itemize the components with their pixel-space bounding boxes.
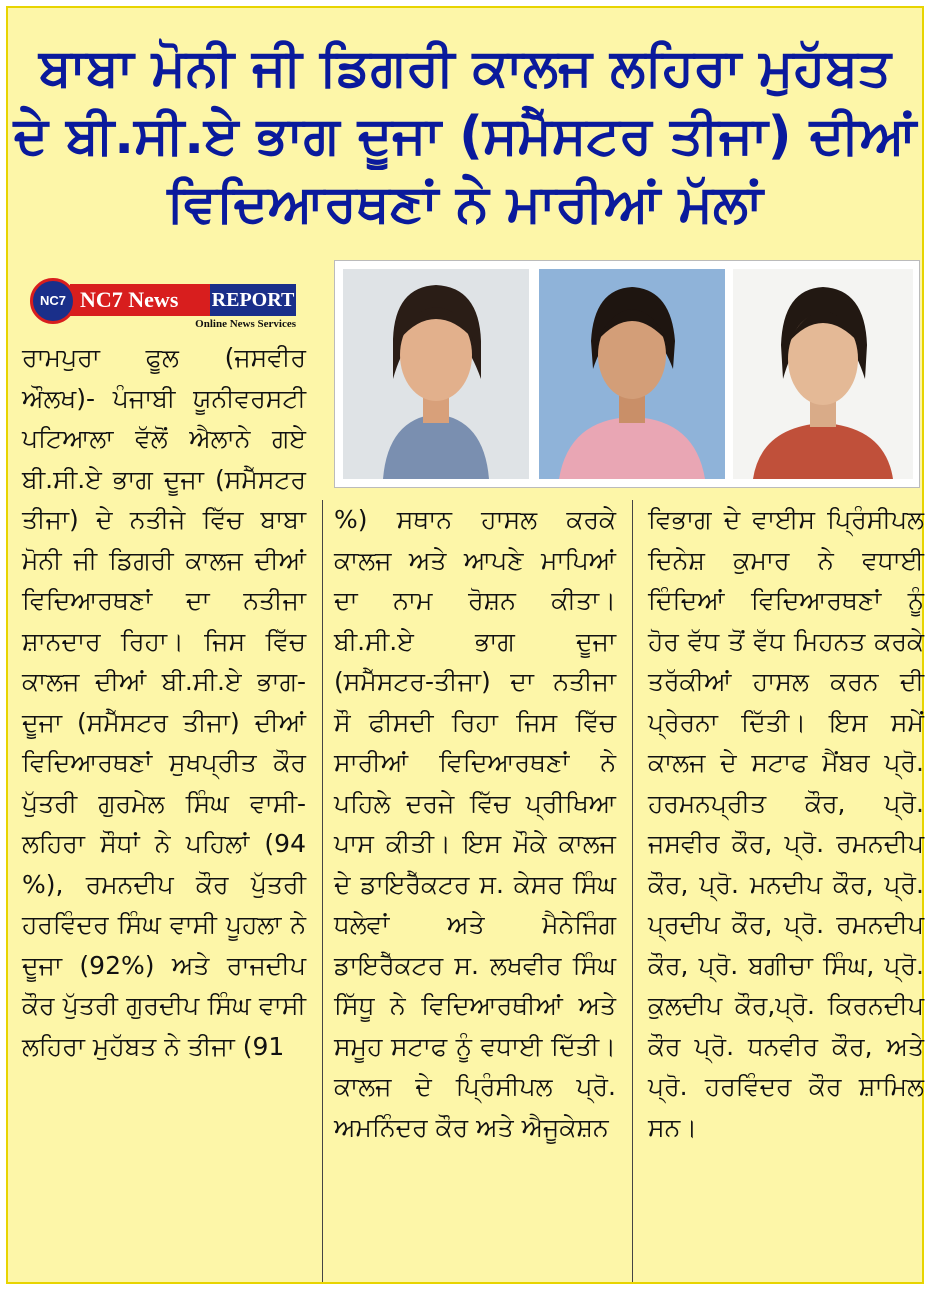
article-column-2 [334,500,616,1148]
student-photo-1 [343,269,529,479]
article-text-col-2: %) ਸਥਾਨ ਹਾਸਲ ਕਰਕੇ ਕਾਲਜ ਅਤੇ ਆਪਣੇ ਮਾਪਿਆਂ ਦਾ ਨਾਮ ਰੋਸ਼ਨ ਕੀਤਾ। ਬੀ.ਸੀ.ਏ ਭਾਗ ਦੂਜਾ (ਸਮੈੱਸਟਰ-ਤੀਜਾ) ਦਾ ਨਤੀਜਾ ਸੌ ਫੀਸਦੀ ਰਿਹਾ ਜਿਸ ਵਿੱਚ ਸਾਰੀਆਂ ਵਿਦਿਆਰਥਣਾਂ ਨੇ ਪਹਿਲੇ ਦਰਜੇ ਵਿੱਚ ਪ੍ਰੀਖਿਆ ਪਾਸ ਕੀਤੀ। ਇਸ ਮੌਕੇ ਕਾਲਜ ਦੇ ਡਾਇਰੈੱਕਟਰ ਸ. ਕੇਸਰ ਸਿੰਘ ਧਲੇਵਾਂ ਅਤੇ ਮੈਨੇਜਿੰਗ ਡਾਇਰੈੱਕਟਰ ਸ. ਲਖਵੀਰ ਸਿੰਘ ਸਿੱਧੂ ਨੇ ਵਿਦਿਆਰਥੀਆਂ ਅਤੇ ਸਮੂਹ ਸਟਾਫ ਨੂੰ ਵਧਾਈ ਦਿੱਤੀ।ਕਾਲਜ ਦੇ ਪ੍ਰਿੰਸੀਪਲ ਪ੍ਰੋ. ਅਮਨਿੰਦਰ ਕੌਰ ਅਤੇ ਐਜੂਕੇਸ਼ਨ [334,505,616,1142]
column-divider-2 [632,500,633,1282]
article-column-1 [22,338,306,1067]
logo-report: REPORT [210,284,296,316]
logo-name: NC7 News [70,284,210,316]
column-divider-1 [322,500,323,1282]
headline-line-2: ਦੇ ਬੀ.ਸੀ.ਏ ਭਾਗ ਦੂਜਾ (ਸਮੈੱਸਟਰ ਤੀਜਾ) ਦੀਆਂ [13,106,917,166]
logo-tagline: Online News Services [195,318,296,330]
headline [8,34,922,238]
article-column-3 [648,500,924,1148]
photo-strip [334,260,920,488]
article-text-col-1: ਰਾਮਪੁਰਾ ਫੂਲ (ਜਸਵੀਰ ਔਲਖ)- ਪੰਜਾਬੀ ਯੂਨੀਵਰਸਟੀ ਪਟਿਆਲਾ ਵੱਲੋਂ ਐਲਾਨੇ ਗਏ ਬੀ.ਸੀ.ਏ ਭਾਗ ਦੂਜਾ (ਸਮੈੱਸਟਰ ਤੀਜਾ) ਦੇ ਨਤੀਜੇ ਵਿੱਚ ਬਾਬਾ ਮੋਨੀ ਜੀ ਡਿਗਰੀ ਕਾਲਜ ਦੀਆਂ ਵਿਦਿਆਰਥਣਾਂ ਦਾ ਨਤੀਜਾ ਸ਼ਾਨਦਾਰ ਰਿਹਾ। ਜਿਸ ਵਿੱਚ ਕਾਲਜ ਦੀਆਂ ਬੀ.ਸੀ.ਏ ਭਾਗ- ਦੂਜਾ (ਸਮੈੱਸਟਰ ਤੀਜਾ) ਦੀਆਂ ਵਿਦਿਆਰਥਣਾਂ ਸੁਖਪ੍ਰੀਤ ਕੌਰ ਪੁੱਤਰੀ ਗੁਰਮੇਲ ਸਿੰਘ ਵਾਸੀ- ਲਹਿਰਾ ਸੌਧਾਂ ਨੇ ਪਹਿਲਾਂ (94 %), ਰਮਨਦੀਪ ਕੌਰ ਪੁੱਤਰੀ ਹਰਵਿੰਦਰ ਸਿੰਘ ਵਾਸੀ ਪੂਹਲਾ ਨੇ ਦੂਜਾ (92%) ਅਤੇ ਰਾਜਦੀਪ ਕੌਰ ਪੁੱਤਰੀ ਗੁਰਦੀਪ ਸਿੰਘ ਵਾਸੀ ਲਹਿਰਾ ਮੁਹੱਬਤ ਨੇ ਤੀਜਾ (91 [22,343,306,1061]
logo-badge-icon: NC7 [30,278,76,324]
headline-line-3: ਵਿਦਿਆਰਥਣਾਂ ਨੇ ਮਾਰੀਆਂ ਮੱਲਾਂ [167,174,763,234]
nc7-news-logo [30,278,296,332]
headline-line-1: ਬਾਬਾ ਮੋਨੀ ਜੀ ਡਿਗਰੀ ਕਾਲਜ ਲਹਿਰਾ ਮੁਹੱਬਤ [38,38,892,98]
article-text-col-3: ਵਿਭਾਗ ਦੇ ਵਾਈਸ ਪ੍ਰਿੰਸੀਪਲ ਦਿਨੇਸ਼ ਕੁਮਾਰ ਨੇ ਵਧਾਈ ਦਿੰਦਿਆਂ ਵਿਦਿਆਰਥਣਾਂ ਨੂੰ ਹੋਰ ਵੱਧ ਤੋਂ ਵੱਧ ਮਿਹਨਤ ਕਰਕੇ ਤਰੱਕੀਆਂ ਹਾਸਲ ਕਰਨ ਦੀ ਪ੍ਰੇਰਨਾ ਦਿੱਤੀ। ਇਸ ਸਮੇਂ ਕਾਲਜ ਦੇ ਸਟਾਫ ਮੈਂਬਰ ਪ੍ਰੋ. ਹਰਮਨਪ੍ਰੀਤ ਕੌਰ, ਪ੍ਰੋ. ਜਸਵੀਰ ਕੌਰ, ਪ੍ਰੋ. ਰਮਨਦੀਪ ਕੌਰ, ਪ੍ਰੋ. ਮਨਦੀਪ ਕੌਰ, ਪ੍ਰੋ. ਪ੍ਰਦੀਪ ਕੌਰ, ਪ੍ਰੋ. ਰਮਨਦੀਪ ਕੌਰ, ਪ੍ਰੋ. ਬਗੀਚਾ ਸਿੰਘ, ਪ੍ਰੋ. ਕੁਲਦੀਪ ਕੌਰ,ਪ੍ਰੋ. ਕਿਰਨਦੀਪ ਕੌਰ ਪ੍ਰੋ. ਧਨਵੀਰ ਕੌਰ, ਅਤੇ ਪ੍ਰੋ. ਹਰਵਿੰਦਰ ਕੌਰ ਸ਼ਾਮਿਲ ਸਨ। [648,505,924,1142]
newspaper-clipping [6,6,924,1284]
student-photo-3 [733,269,913,479]
student-photo-2 [539,269,725,479]
